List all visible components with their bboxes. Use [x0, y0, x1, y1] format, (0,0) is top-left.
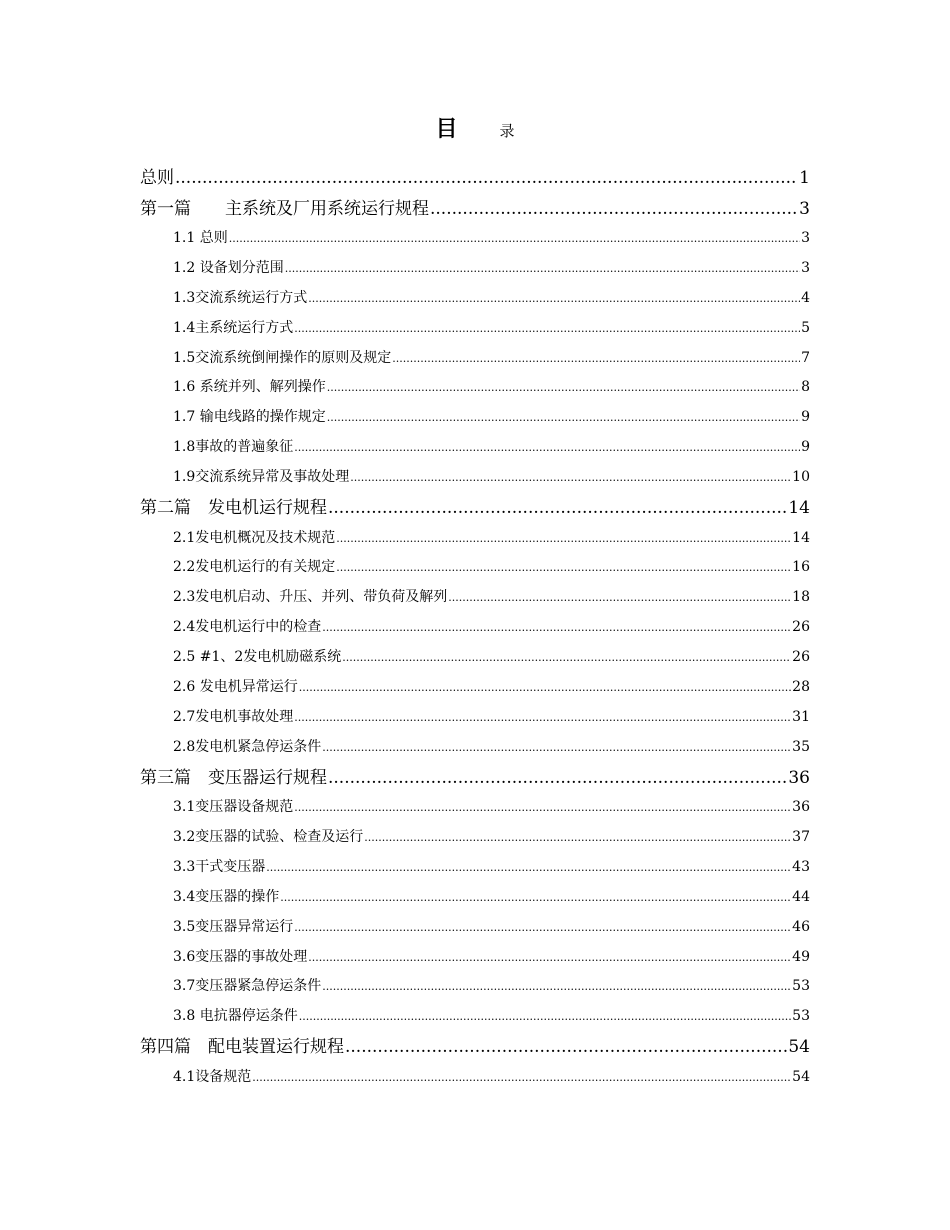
toc-dot-leader	[299, 673, 791, 703]
toc-page-number: 14	[792, 529, 810, 546]
toc-dot-leader	[328, 763, 787, 794]
toc-dot-leader	[327, 403, 800, 433]
toc-entry-label: 2.6 发电机异常运行	[173, 678, 298, 695]
toc-dot-leader	[308, 284, 800, 314]
toc-page-number: 28	[792, 678, 810, 695]
toc-entry-label: 总则	[140, 168, 174, 188]
toc-entry-label: 1.6 系统并列、解列操作	[173, 379, 326, 396]
toc-dot-leader	[294, 433, 800, 463]
toc-section-entry[interactable]	[140, 793, 810, 823]
toc-page-number: 14	[788, 498, 810, 519]
toc-section-entry[interactable]	[140, 673, 810, 703]
toc-page-number: 9	[801, 439, 810, 456]
toc-entry-label: 3.6变压器的事故处理	[173, 948, 308, 965]
toc-entry-label: 1.7 输电线路的操作规定	[173, 409, 326, 426]
toc-page-number: 3	[801, 230, 810, 246]
toc-section-entry[interactable]	[140, 463, 810, 493]
toc-section-entry[interactable]	[140, 1002, 810, 1032]
toc-dot-leader	[294, 793, 791, 823]
toc-section-entry[interactable]	[140, 823, 810, 853]
toc-page-number: 43	[792, 858, 810, 875]
toc-entry-label: 2.4发电机运行中的检查	[173, 619, 322, 636]
toc-entry-label: 第一篇 主系统及厂用系统运行规程	[140, 198, 429, 219]
toc-entry-label: 2.1发电机概况及技术规范	[173, 529, 336, 546]
toc-entry-label: 3.8 电抗器停运条件	[173, 1008, 298, 1025]
toc-title-part1: 目	[435, 116, 458, 142]
toc-section-entry[interactable]	[140, 913, 810, 943]
toc-entry-label: 第三篇 变压器运行规程	[140, 767, 327, 788]
toc-dot-leader	[342, 643, 791, 673]
toc-dot-leader	[392, 344, 800, 374]
toc-section-entry[interactable]	[140, 254, 810, 284]
toc-dot-leader	[280, 883, 791, 913]
toc-dot-leader	[294, 913, 791, 943]
toc-dot-leader	[285, 254, 800, 284]
toc-entry-label: 1.9交流系统异常及事故处理	[173, 469, 350, 486]
toc-page-number: 10	[792, 469, 810, 486]
toc-dot-leader	[294, 703, 791, 733]
toc-dot-leader	[364, 823, 791, 853]
toc-entry-label: 1.4主系统运行方式	[173, 319, 294, 336]
toc-page-number: 18	[792, 589, 810, 606]
toc-entry-label: 3.1变压器设备规范	[173, 799, 294, 816]
toc-section-entry[interactable]	[140, 344, 810, 374]
toc-page-number: 4	[801, 289, 810, 306]
toc-section-entry[interactable]	[140, 643, 810, 673]
toc-entry-label: 3.5变压器异常运行	[173, 918, 294, 935]
toc-entry-label: 1.5交流系统倒闸操作的原则及规定	[173, 349, 392, 366]
toc-entry-label: 3.3干式变压器	[173, 858, 266, 875]
table-of-contents	[140, 163, 810, 1093]
toc-entry-label: 1.8事故的普遍象征	[173, 439, 294, 456]
toc-entry-label: 3.2变压器的试验、检查及运行	[173, 829, 364, 846]
toc-dot-leader	[430, 194, 798, 225]
toc-dot-leader	[336, 524, 791, 554]
toc-chapter-entry[interactable]	[140, 1032, 810, 1063]
toc-chapter-entry[interactable]	[140, 493, 810, 524]
toc-chapter-entry[interactable]	[140, 163, 810, 194]
toc-entry-label: 3.4变压器的操作	[173, 888, 280, 905]
toc-dot-leader	[327, 373, 800, 403]
toc-dot-leader	[336, 553, 791, 583]
toc-page-number: 54	[792, 1068, 810, 1085]
toc-entry-label: 第四篇 配电装置运行规程	[140, 1037, 344, 1058]
toc-page-number: 53	[792, 978, 810, 995]
toc-section-entry[interactable]	[140, 613, 810, 643]
toc-section-entry[interactable]	[140, 314, 810, 344]
toc-dot-leader	[328, 493, 787, 524]
toc-page-number: 8	[801, 379, 810, 396]
toc-page-number: 53	[792, 1008, 810, 1025]
toc-page-number: 3	[801, 259, 810, 276]
toc-entry-label: 1.2 设备划分范围	[173, 259, 284, 276]
toc-page-number: 37	[792, 829, 810, 846]
toc-title-part2: 录	[499, 122, 515, 140]
toc-page-number: 35	[792, 738, 810, 755]
toc-dot-leader	[350, 463, 791, 493]
toc-entry-label: 2.8发电机紧急停运条件	[173, 738, 322, 755]
toc-page-number: 5	[801, 319, 810, 336]
toc-page-number: 26	[792, 649, 810, 666]
toc-entry-label: 第二篇 发电机运行规程	[140, 498, 327, 519]
toc-entry-label: 2.5 #1、2发电机励磁系统	[173, 649, 342, 666]
toc-entry-label: 2.7发电机事故处理	[173, 708, 294, 725]
toc-dot-leader	[175, 163, 798, 194]
toc-page-number: 9	[801, 409, 810, 426]
toc-entry-label: 1.3交流系统运行方式	[173, 289, 308, 306]
toc-section-entry[interactable]	[140, 1063, 810, 1093]
toc-entry-label: 3.7变压器紧急停运条件	[173, 978, 322, 995]
toc-page-number: 36	[788, 767, 810, 788]
toc-entry-label: 2.2发电机运行的有关规定	[173, 559, 336, 576]
toc-entry-label: 1.1 总则	[173, 230, 228, 246]
toc-page-number: 54	[788, 1037, 810, 1058]
toc-section-entry[interactable]	[140, 883, 810, 913]
toc-page-number: 16	[792, 559, 810, 576]
toc-section-entry[interactable]	[140, 943, 810, 973]
toc-section-entry[interactable]	[140, 403, 810, 433]
toc-section-entry[interactable]	[140, 703, 810, 733]
toc-section-entry[interactable]	[140, 733, 810, 763]
toc-dot-leader	[448, 583, 791, 613]
toc-entry-label: 2.3发电机启动、升压、并列、带负荷及解列	[173, 589, 448, 606]
toc-dot-leader	[345, 1032, 787, 1063]
toc-title	[0, 112, 950, 143]
toc-page-number: 46	[792, 918, 810, 935]
toc-section-entry[interactable]	[140, 284, 810, 314]
toc-dot-leader	[252, 1063, 791, 1093]
toc-section-entry[interactable]	[140, 972, 810, 1002]
toc-section-entry[interactable]	[140, 853, 810, 883]
toc-dot-leader	[322, 613, 791, 643]
toc-section-entry[interactable]	[140, 433, 810, 463]
toc-page-number: 26	[792, 619, 810, 636]
toc-section-entry[interactable]	[140, 524, 810, 554]
toc-page-number: 31	[792, 708, 810, 725]
toc-dot-leader	[322, 733, 791, 763]
toc-chapter-entry[interactable]	[140, 194, 810, 225]
toc-dot-leader	[322, 972, 791, 1002]
toc-chapter-entry[interactable]	[140, 763, 810, 794]
toc-section-entry[interactable]	[140, 224, 810, 254]
toc-page-number: 3	[799, 198, 810, 219]
toc-dot-leader	[299, 1002, 791, 1032]
toc-section-entry[interactable]	[140, 373, 810, 403]
toc-dot-leader	[308, 943, 791, 973]
toc-dot-leader	[229, 224, 800, 254]
toc-page-number: 36	[792, 799, 810, 816]
toc-page-number: 44	[792, 888, 810, 905]
toc-dot-leader	[266, 853, 791, 883]
toc-page-number: 7	[801, 349, 810, 366]
toc-page-number: 49	[792, 948, 810, 965]
toc-page-number: 1	[799, 168, 810, 188]
toc-section-entry[interactable]	[140, 583, 810, 613]
toc-entry-label: 4.1设备规范	[173, 1068, 252, 1085]
toc-section-entry[interactable]	[140, 553, 810, 583]
toc-dot-leader	[294, 314, 800, 344]
